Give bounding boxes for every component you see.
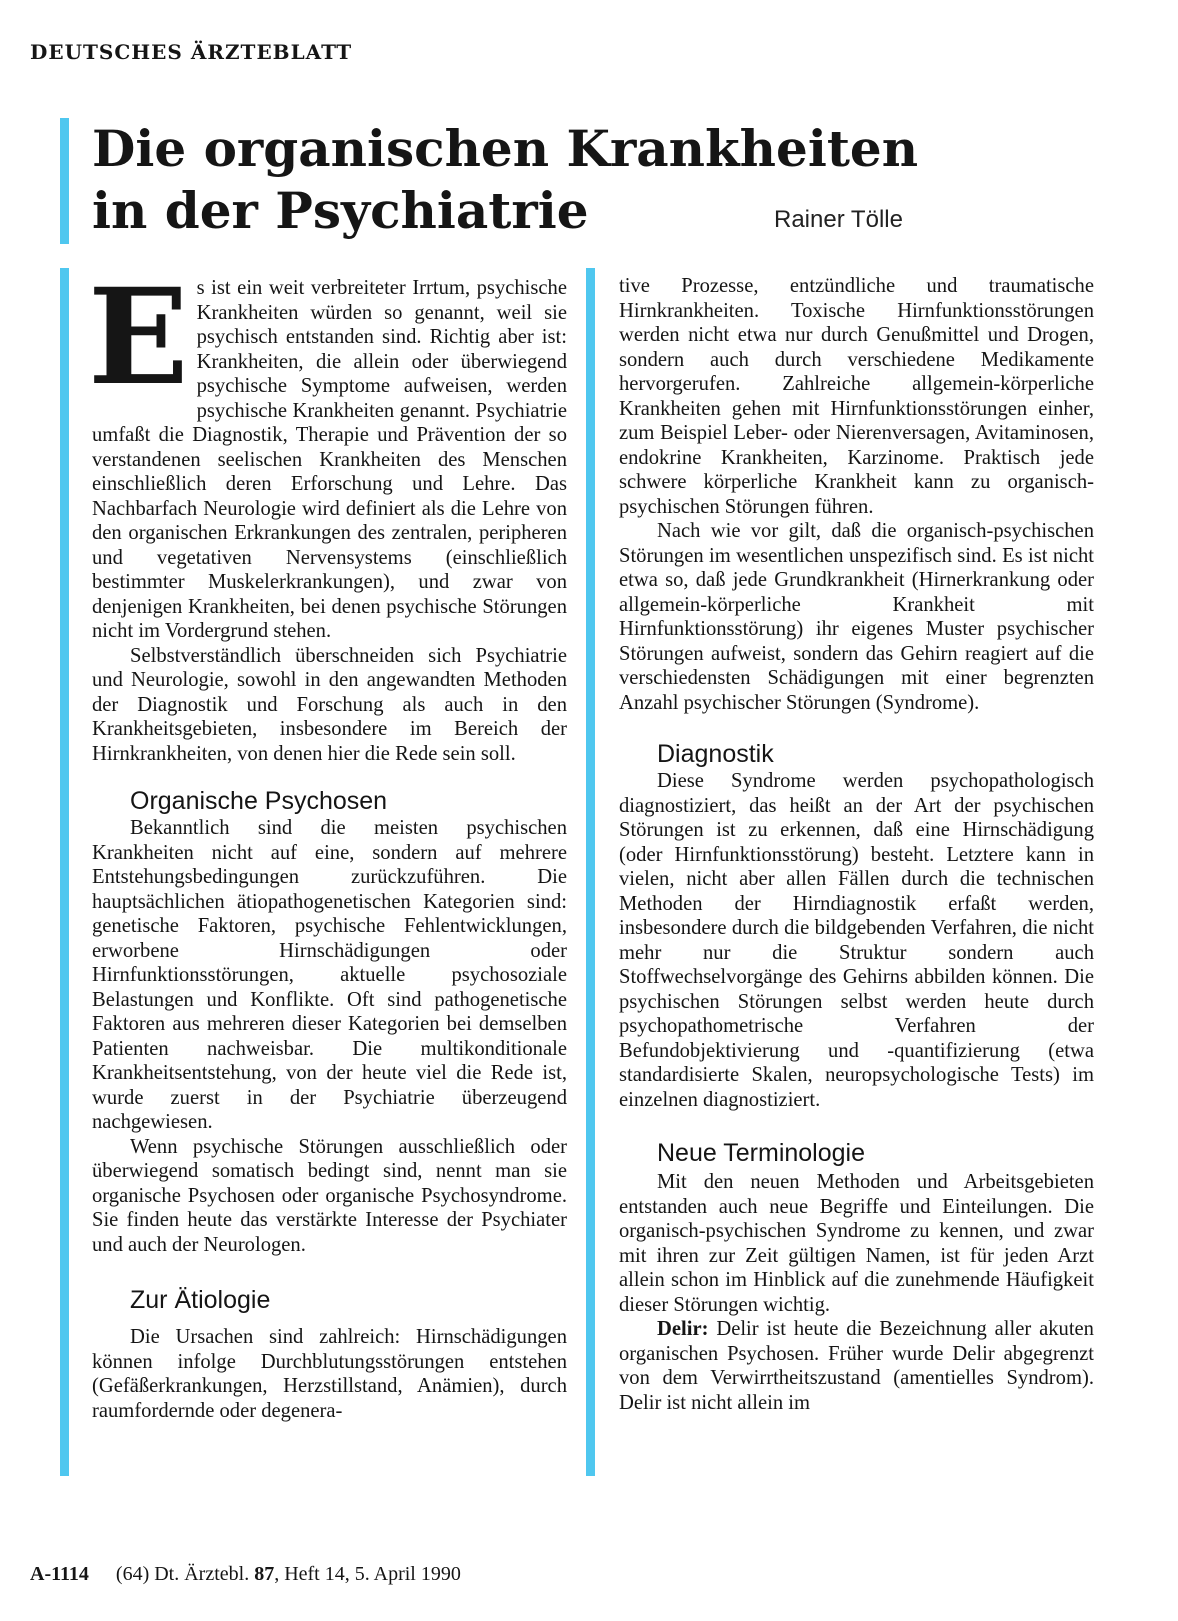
paragraph: Mit den neuen Methoden und Arbeitsgebieten entstanden auch neue Begriffe und Einteilungen. Die organisch-psychischen Syndrome zu kennen, und zwar mit ihren zur Zeit gültigen Namen, ist für jeden Arzt allein schon im Hinblick auf die zunehmende Häufigkeit dieser Störungen wichtig.	[619, 1171, 1094, 1316]
volume-number: 87	[254, 1563, 275, 1585]
citation-suffix: , Heft 14, 5. April 1990	[274, 1563, 461, 1585]
paragraph: Diese Syndrome werden psychopathologisch diagnostiziert, das heißt an der Art der psychischen Störungen ist zu erkennen, daß eine Hirnschädigung (oder Hirnfunktionsstörung) besteht. Letztere kann in vielen, nicht aber allen Fällen durch die technischen Methoden der Hirndiagnostik erfaßt werden, insbesondere durch die bildgebenden Verfahren, die nicht mehr nur die Struktur sondern auch Stoffwechselvorgänge des Gehirns abbilden können. Die psychischen Störungen selbst werden heute durch psychopathometrische Verfahren der Befundobjektivierung und -quantifizierung (etwa standardisierte Skalen, neuropsychologische Tests) im einzelnen diagnostiziert.	[619, 770, 1094, 1111]
title-line-2: in der Psychiatrie	[92, 181, 589, 240]
section-heading-zur-aetiologie: Zur Ätiologie	[130, 1286, 271, 1314]
page-footer	[30, 1563, 461, 1586]
paragraph: Selbstverständlich überschneiden sich Psychiatrie und Neurologie, sowohl in den angewandten Methoden der Diagnostik und Forschung als auch in den Krankheitsgebieten, insbesondere im Bereich der Hirnkrankheiten, von denen hier die Rede sein soll.	[92, 644, 567, 765]
section-heading-organische-psychosen: Organische Psychosen	[130, 787, 388, 815]
author-name: Rainer Tölle	[774, 206, 903, 233]
citation-prefix: (64) Dt. Ärztebl.	[115, 1563, 250, 1585]
masthead: DEUTSCHES ÄRZTEBLATT	[30, 40, 353, 64]
column-2-accent-bar	[586, 268, 595, 1476]
page-reference: A-1114	[30, 1563, 89, 1585]
title-accent-bar	[60, 118, 69, 244]
drop-cap: E	[88, 260, 189, 415]
title-line-1: Die organischen Krankheiten	[92, 119, 919, 178]
section-heading-diagnostik: Diagnostik	[657, 740, 774, 768]
paragraph: Wenn psychische Störungen ausschließlich oder überwiegend somatisch bedingt sind, nennt man sie organische Psychosen oder organische Psychosyndrome. Sie finden heute das verstärkte Interesse der Psychiater und auch der Neurologen.	[92, 1135, 567, 1256]
paragraph: Nach wie vor gilt, daß die organisch-psychischen Störungen im wesentlichen unspezifisch sind. Es ist nicht etwa so, daß jede Grundkrankheit (Hirnerkrankung oder allgemein-körperliche Krankheit mit Hirnfunktionsstörung) ihr eigenes Muster psychischer Störungen aufweist, sondern das Gehirn reagiert auf die verschiedensten Schädigungen mit einer begrenzten Anzahl psychischer Störungen (Syndrome).	[619, 520, 1094, 714]
delir-lead: Delir:	[657, 1318, 709, 1340]
column-1-accent-bar	[60, 268, 69, 1476]
paragraph: Die Ursachen sind zahlreich: Hirnschädigungen können infolge Durchblutungsstörungen entstehen (Gefäßerkrankungen, Herzstillstand, Anämien), durch raumfordernde oder degenera-	[92, 1326, 567, 1422]
paragraph: tive Prozesse, entzündliche und traumatische Hirnkrankheiten. Toxische Hirnfunktionsstörungen werden nicht etwa nur durch Genußmittel und Drogen, sondern auch durch verschiedene Medikamente hervorgerufen. Zahlreiche allgemein-körperliche Krankheiten gehen mit Hirnfunktionsstörungen einher, zum Beispiel Leber- oder Nierenversagen, Avitaminosen, endokrine Krankheiten, Karzinome. Praktisch jede schwere körperliche Krankheit kann zu organisch-psychischen Störungen führen.	[619, 275, 1094, 518]
column-1	[88, 260, 567, 1423]
column-2	[619, 274, 1094, 1415]
paragraph-delir: Delir: Delir ist heute die Bezeichnung aller akuten organischen Psychosen. Früher wurde Delir abgegrenzt von dem Verwirrtheitszustand (amentielles Syndrom). Delir ist nicht allein im	[619, 1318, 1094, 1414]
paragraph: Bekanntlich sind die meisten psychischen Krankheiten nicht auf eine, sondern auf mehrere Entstehungsbedingungen zurückzuführen. Die hauptsächlichen ätiopathogenetischen Kategorien sind: genetische Faktoren, psychische Fehlentwicklungen, erworbene Hirnschädigungen oder Hirnfunktionsstörungen, aktuelle psychosoziale Belastungen und Konflikte. Oft sind pathogenetische Faktoren aus mehreren dieser Kategorien bei demselben Patienten nachweisbar. Die multikonditionale Krankheitsentstehung, von der heute viel die Rede ist, wurde zuerst in der Psychiatrie überzeugend nachgewiesen.	[92, 817, 567, 1133]
section-heading-neue-terminologie: Neue Terminologie	[657, 1139, 865, 1167]
intro-paragraph: Es ist ein weit verbreiteter Irrtum, psychische Krankheiten würden so genannt, weil sie psychisch entstanden sind. Richtig aber ist: Krankheiten, die allein oder überwiegend psychische Symptome aufweisen, werden psychische Krankheiten genannt. Psychiatrie umfaßt die Diagnostik, Therapie und Prävention der so verstandenen seelischen Krankheiten des Menschen einschließlich deren Erforschung und Lehre. Das Nachbarfach Neurologie wird definiert als die Lehre von den organischen Erkrankungen des zentralen, peripheren und vegetativen Nervensystems (einschließlich bestimmter Muskelerkrankungen), und zwar von denjenigen Krankheiten, bei denen psychische Störungen nicht im Vordergrund stehen.	[88, 260, 567, 642]
